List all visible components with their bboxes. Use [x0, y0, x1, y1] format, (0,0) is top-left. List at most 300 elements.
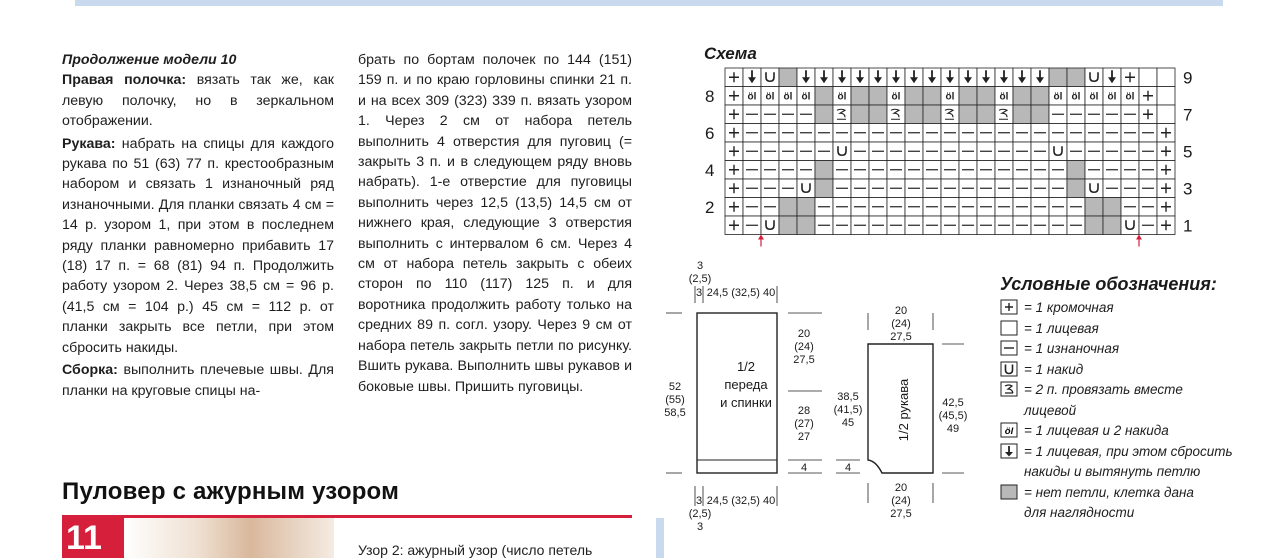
chart-cell	[1013, 105, 1031, 124]
svg-text:öl: öl	[783, 91, 793, 103]
chart-cell	[797, 198, 815, 217]
arrow-down-box-icon	[1000, 443, 1018, 459]
chart-cell	[905, 105, 923, 124]
right-front-label: Правая полочка:	[62, 72, 187, 89]
assembly-paragraph	[62, 360, 334, 401]
svg-text:öl: öl	[1107, 91, 1117, 103]
chart-cell	[977, 105, 995, 124]
chart-cell	[959, 179, 977, 198]
side-upper-3: 27,5	[793, 354, 815, 366]
chart-cell	[923, 142, 941, 161]
side-lower-2: (27)	[794, 418, 814, 430]
repeat-marker-head	[1136, 235, 1142, 240]
chart-cell	[977, 142, 995, 161]
legend-item	[1000, 319, 1260, 340]
chart-cell	[815, 68, 833, 87]
sleeve-left-1: 38,5	[837, 391, 859, 403]
chart-cell	[833, 216, 851, 235]
chart-cell	[1067, 179, 1085, 198]
chart-cell	[995, 142, 1013, 161]
svg-text:öl: öl	[1125, 91, 1135, 103]
next-model-title: Пуловер с ажурным узором	[62, 478, 400, 505]
chart-cell	[941, 198, 959, 217]
chart-cell	[1103, 142, 1121, 161]
model-photo	[124, 518, 334, 558]
chart-cell	[1103, 124, 1121, 143]
chart-cell	[1013, 87, 1031, 106]
sleeve-bottom-2: (24)	[891, 495, 911, 507]
chart-cell	[833, 198, 851, 217]
chart-cell	[995, 105, 1013, 124]
bottom-small-3: 3	[696, 521, 704, 533]
chart-cell	[1031, 68, 1049, 87]
chart-cell	[1067, 87, 1085, 106]
chart-cell	[977, 87, 995, 106]
chart-cell	[1013, 161, 1031, 180]
chart-cell	[1031, 216, 1049, 235]
legend-item	[1000, 442, 1260, 463]
chart-cell	[887, 161, 905, 180]
chart-cell	[1085, 179, 1103, 198]
k2tog-box-icon	[1000, 381, 1018, 397]
chart-cell	[851, 161, 869, 180]
chart-cell	[959, 124, 977, 143]
chart-cell	[779, 124, 797, 143]
chart-cell	[1031, 161, 1049, 180]
chart-cell	[815, 87, 833, 106]
chart-cell	[851, 179, 869, 198]
row-number-left: 6	[705, 123, 715, 143]
pattern-diagram	[660, 258, 995, 533]
chart-cell	[941, 105, 959, 124]
chart-cell	[905, 216, 923, 235]
chart-cell	[743, 68, 761, 87]
chart-cell	[1049, 198, 1067, 217]
chart-cell	[1121, 179, 1139, 198]
chart-cell	[1139, 105, 1157, 124]
chart-cell	[797, 142, 815, 161]
chart-cell	[779, 161, 797, 180]
svg-text:öl: öl	[1053, 91, 1063, 103]
chart-cell	[1085, 198, 1103, 217]
chart-cell	[725, 142, 743, 161]
chart-cell	[905, 198, 923, 217]
front-back-piece	[697, 313, 777, 473]
chart-cell	[1013, 142, 1031, 161]
row-number-right: 9	[1183, 68, 1193, 88]
pattern-intro-text: Узор 2: ажурный узор (число петель	[358, 542, 593, 558]
chart-cell	[995, 179, 1013, 198]
chart-cell	[1121, 142, 1139, 161]
top-small-1: 3	[696, 260, 704, 272]
chart-cell	[905, 142, 923, 161]
chart-cell	[995, 68, 1013, 87]
chart-cell	[1139, 161, 1157, 180]
chart-cell	[761, 179, 779, 198]
chart-cell	[851, 124, 869, 143]
sleeve-label: 1/2 рукава	[896, 378, 911, 442]
chart-cell	[977, 161, 995, 180]
legend-item	[1000, 298, 1260, 319]
legend-title: Условные обозначения:	[1000, 274, 1217, 294]
chart-cell	[833, 105, 851, 124]
chart-cell	[833, 124, 851, 143]
legend-text: = 1 лицевая, при этом сбросить	[1024, 443, 1233, 459]
chart-cell	[1013, 198, 1031, 217]
ol-box-icon	[1000, 422, 1018, 438]
sleeve-bottom-3: 27,5	[890, 508, 912, 520]
chart-cell	[869, 142, 887, 161]
legend-item	[1000, 380, 1260, 401]
chart-cell	[833, 68, 851, 87]
chart-cell	[1049, 216, 1067, 235]
u-box-icon	[1000, 361, 1018, 377]
empty-box-icon	[1000, 320, 1018, 336]
side-upper-1: 20	[797, 328, 811, 340]
top-width: 24,5 (32,5) 40	[706, 287, 776, 299]
chart-cell	[1085, 216, 1103, 235]
chart-cell	[761, 216, 779, 235]
chart-cell	[761, 124, 779, 143]
chart-cell	[887, 68, 905, 87]
side-lower-1: 28	[797, 405, 811, 417]
right-front-paragraph	[62, 70, 334, 131]
legend-text: = 1 лицевая	[1024, 320, 1099, 336]
chart-cell	[779, 68, 797, 87]
chart-cell	[743, 142, 761, 161]
chart-cell	[1085, 87, 1103, 106]
stitch-chart	[700, 62, 1193, 242]
chart-cell	[815, 161, 833, 180]
chart-cell	[1085, 124, 1103, 143]
row-number-left: 2	[705, 197, 715, 217]
bottom-small-2: (2,5)	[688, 508, 712, 520]
chart-cell	[815, 142, 833, 161]
chart-cell	[995, 87, 1013, 106]
chart-cell	[797, 179, 815, 198]
chart-cell	[941, 68, 959, 87]
chart-cell	[1121, 105, 1139, 124]
chart-cell	[977, 68, 995, 87]
repeat-marker-head	[758, 235, 764, 240]
chart-cell	[779, 198, 797, 217]
chart-cell	[1157, 105, 1175, 124]
chart-cell	[725, 68, 743, 87]
chart-cell	[833, 179, 851, 198]
chart-cell	[743, 216, 761, 235]
sleeves-paragraph	[62, 134, 334, 358]
chart-cell	[1049, 124, 1067, 143]
chart-cell	[1049, 142, 1067, 161]
legend-text: = 1 кромочная	[1024, 300, 1114, 315]
chart-cell	[923, 68, 941, 87]
chart-cell	[1013, 216, 1031, 235]
chart-cell	[815, 216, 833, 235]
chart-cell	[1157, 87, 1175, 106]
chart-cell	[923, 216, 941, 235]
chart-cell	[1139, 124, 1157, 143]
chart-cell	[887, 179, 905, 198]
row-number-right: 5	[1183, 142, 1193, 162]
chart-cell	[941, 142, 959, 161]
chart-cell	[923, 161, 941, 180]
chart-cell	[923, 124, 941, 143]
chart-cell	[851, 68, 869, 87]
front-label-2: переда	[724, 377, 768, 392]
chart-cell	[995, 124, 1013, 143]
dash-box-icon	[1000, 340, 1018, 356]
chart-cell	[797, 68, 815, 87]
chart-cell	[779, 179, 797, 198]
chart-cell	[1157, 216, 1175, 235]
top-small-3: 3	[695, 287, 703, 299]
chart-cell	[1139, 87, 1157, 106]
svg-text:öl: öl	[999, 91, 1009, 103]
sleeves-text: набрать на спицы для каждого рукава по 51 (63) 77 п. крестообразным набором и связать 1 изнаночный ряд изнаночными. Для планки связать 4 см = 14 р. узором 1, при этом в последнем ряду планки равномерно прибавить 17 (18) 17 п. = 68 (81) 94 п. Продолжить работу узором 2. Через 38,5 см = 96 р. (41,5 см = 104 р.) 45 см = 112 р. от планки закрыть все петли, при этом сбросить накиды.	[62, 135, 334, 356]
chart-cell	[815, 179, 833, 198]
legend-item	[1000, 483, 1260, 504]
sleeve-right-2: (45,5)	[938, 410, 968, 422]
chart-cell	[1031, 142, 1049, 161]
chart-cell	[1103, 68, 1121, 87]
svg-text:öl: öl	[837, 91, 847, 103]
chart-cell	[833, 161, 851, 180]
legend-text: = 1 накид	[1024, 361, 1084, 377]
chart-cell	[815, 124, 833, 143]
chart-cell	[1139, 142, 1157, 161]
chart-cell	[779, 87, 797, 106]
bottom-width: 24,5 (32,5) 40	[706, 495, 776, 507]
chart-cell	[941, 161, 959, 180]
chart-cell	[959, 142, 977, 161]
chart-cell	[959, 216, 977, 235]
chart-cell	[761, 87, 779, 106]
chart-cell	[1031, 179, 1049, 198]
front-hem-value: 4	[800, 462, 808, 474]
assembly-text: выполнить плечевые швы. Для планки на круговые спицы на-	[62, 362, 334, 399]
chart-cell	[941, 216, 959, 235]
chart-cell	[851, 87, 869, 106]
chart-cell	[761, 68, 779, 87]
chart-cell	[1067, 124, 1085, 143]
front-height-1: 52	[668, 381, 682, 393]
legend-item	[1000, 421, 1260, 442]
chart-cell	[725, 179, 743, 198]
chart-cell	[995, 216, 1013, 235]
chart-cell	[1139, 216, 1157, 235]
chart-cell	[761, 142, 779, 161]
chart-cell	[1103, 179, 1121, 198]
chart-cell	[1031, 124, 1049, 143]
side-lower-3: 27	[797, 431, 811, 443]
sleeve-right-1: 42,5	[942, 397, 964, 409]
chart-cell	[1085, 161, 1103, 180]
row-number-left: 8	[705, 86, 715, 106]
chart-cell	[1139, 179, 1157, 198]
chart-cell	[761, 198, 779, 217]
chart-cell	[1121, 161, 1139, 180]
chart-cell	[995, 198, 1013, 217]
chart-cell	[833, 142, 851, 161]
svg-text:öl: öl	[1071, 91, 1081, 103]
chart-cell	[869, 216, 887, 235]
chart-cell	[1067, 105, 1085, 124]
chart-cell	[797, 161, 815, 180]
chart-cell	[887, 124, 905, 143]
chart-cell	[761, 105, 779, 124]
chart-cell	[761, 161, 779, 180]
chart-cell	[743, 87, 761, 106]
chart-cell	[905, 124, 923, 143]
chart-cell	[869, 87, 887, 106]
chart-cell	[1049, 87, 1067, 106]
chart-cell	[1049, 68, 1067, 87]
row-number-right: 3	[1183, 179, 1193, 199]
chart-cell	[797, 216, 815, 235]
legend-text: = нет петли, клетка дана	[1024, 484, 1194, 500]
chart-cell	[1103, 87, 1121, 106]
chart-cell	[1049, 105, 1067, 124]
sleeves-label: Рукава:	[62, 135, 116, 152]
chart-cell	[887, 105, 905, 124]
side-upper-2: (24)	[794, 341, 814, 353]
chart-cell	[869, 198, 887, 217]
chart-cell	[1157, 198, 1175, 217]
chart-cell	[725, 105, 743, 124]
top-small-2: (2,5)	[688, 273, 712, 285]
chart-cell	[869, 105, 887, 124]
sleeve-top-1: 20	[894, 305, 908, 317]
model-number-badge: 11	[62, 518, 124, 558]
chart-cell	[1013, 68, 1031, 87]
chart-cell	[815, 198, 833, 217]
model-continuation-heading: Продолжение модели 10	[62, 52, 237, 68]
chart-cell	[923, 198, 941, 217]
chart-cell	[977, 124, 995, 143]
chart-cell	[1103, 216, 1121, 235]
front-height-2: (55)	[665, 394, 685, 406]
row-number-right: 1	[1183, 216, 1193, 236]
chart-cell	[977, 216, 995, 235]
chart-cell	[851, 198, 869, 217]
chart-cell	[1067, 68, 1085, 87]
chart-cell	[779, 216, 797, 235]
chart-cell	[995, 161, 1013, 180]
chart-cell	[815, 105, 833, 124]
chart-cell	[1157, 68, 1175, 87]
chart-cell	[869, 68, 887, 87]
chart-cell	[1157, 124, 1175, 143]
chart-cell	[1121, 87, 1139, 106]
chart-cell	[1067, 161, 1085, 180]
chart-cell	[851, 142, 869, 161]
chart-cell	[869, 179, 887, 198]
chart-cell	[869, 161, 887, 180]
chart-cell	[1121, 124, 1139, 143]
chart-cell	[905, 68, 923, 87]
sleeve-left-3: 45	[841, 417, 855, 429]
continuation-paragraph: брать по бортам полочек по 144 (151) 159 п. и по краю горловины спинки 21 п. и на всех 309 (323) 339 п. вязать узором 1. Через 2 см от набора петель выполнить 4 отверстия для пуговиц (= закрыть 3 п. и в следующем ряду вновь набрать). 1-е отверстие для пуговицы выполнить через 12,5 (13,5) 14,5 см от нижнего края, следующие 3 отверстия выполнить с интервалом 6 см. Через 4 см от набора петель закрыть с обеих сторон по 110 (117) 125 п. и для воротника продолжить работу только на средних 89 п. согл. узору. Через 9 см от набора петель закрыть петли по рисунку. Вшить рукава. Выполнить швы рукавов и боковые швы. Пришить пуговицы.	[358, 52, 632, 395]
chart-cell	[797, 87, 815, 106]
chart-cell	[1031, 105, 1049, 124]
chart-cell	[1157, 161, 1175, 180]
svg-text:öl: öl	[747, 91, 757, 103]
chart-cell	[905, 87, 923, 106]
chart-cell	[923, 179, 941, 198]
chart-cell	[725, 124, 743, 143]
chart-cell	[923, 87, 941, 106]
chart-cell	[905, 161, 923, 180]
chart-cell	[887, 142, 905, 161]
chart-cell	[1139, 68, 1157, 87]
bottom-small-1: 3	[695, 495, 703, 507]
row-number-right: 7	[1183, 105, 1193, 125]
chart-cell	[1139, 198, 1157, 217]
chart-cell	[959, 105, 977, 124]
chart-cell	[743, 198, 761, 217]
chart-cell	[1085, 142, 1103, 161]
scheme-title: Схема	[704, 44, 757, 63]
chart-cell	[743, 161, 761, 180]
legend-text-continued: накиды и вытянуть петлю	[1024, 464, 1201, 479]
chart-cell	[779, 105, 797, 124]
legend-text: = 2 п. провязать вместе	[1024, 382, 1183, 397]
chart-cell	[725, 161, 743, 180]
chart-cell	[887, 87, 905, 106]
svg-text:öl: öl	[765, 91, 775, 103]
chart-cell	[959, 87, 977, 106]
legend-item	[1000, 360, 1260, 381]
chart-cell	[725, 216, 743, 235]
chart-cell	[743, 179, 761, 198]
sleeve-right-3: 49	[946, 423, 960, 435]
chart-cell	[1085, 68, 1103, 87]
chart-cell	[1049, 161, 1067, 180]
legend-text-continued: лицевой	[1024, 402, 1077, 418]
top-color-bar	[75, 0, 1223, 6]
chart-cell	[1031, 87, 1049, 106]
chart-cell	[941, 87, 959, 106]
text-column-left	[62, 50, 334, 401]
svg-text:öl: öl	[801, 91, 811, 103]
legend-list	[1000, 298, 1260, 524]
chart-cell	[959, 161, 977, 180]
legend-text: = 1 изнаночная	[1024, 341, 1120, 356]
chart-cell	[1067, 198, 1085, 217]
chart-cell	[1085, 105, 1103, 124]
svg-text:öl: öl	[1004, 426, 1014, 437]
chart-cell	[1157, 179, 1175, 198]
legend-text: = 1 лицевая и 2 накида	[1024, 423, 1169, 438]
chart-cell	[1103, 161, 1121, 180]
front-label-3: и спинки	[720, 395, 772, 410]
right-front-text: вязать так же, как левую полочку, но в зеркальном отображении.	[62, 72, 334, 130]
text-column-right	[358, 50, 632, 397]
sleeve-left-2: (41,5)	[833, 404, 863, 416]
chart-cell	[887, 198, 905, 217]
chart-cell	[1121, 198, 1139, 217]
row-number-left: 4	[705, 160, 715, 180]
sleeve-hem-value: 4	[844, 462, 852, 474]
gray-box-icon	[1000, 484, 1018, 500]
chart-cell	[905, 179, 923, 198]
plus-box-icon	[1000, 299, 1018, 315]
svg-text:öl: öl	[1089, 91, 1099, 103]
chart-cell	[1031, 198, 1049, 217]
chart-cell	[923, 105, 941, 124]
chart-cell	[725, 198, 743, 217]
chart-cell	[851, 216, 869, 235]
